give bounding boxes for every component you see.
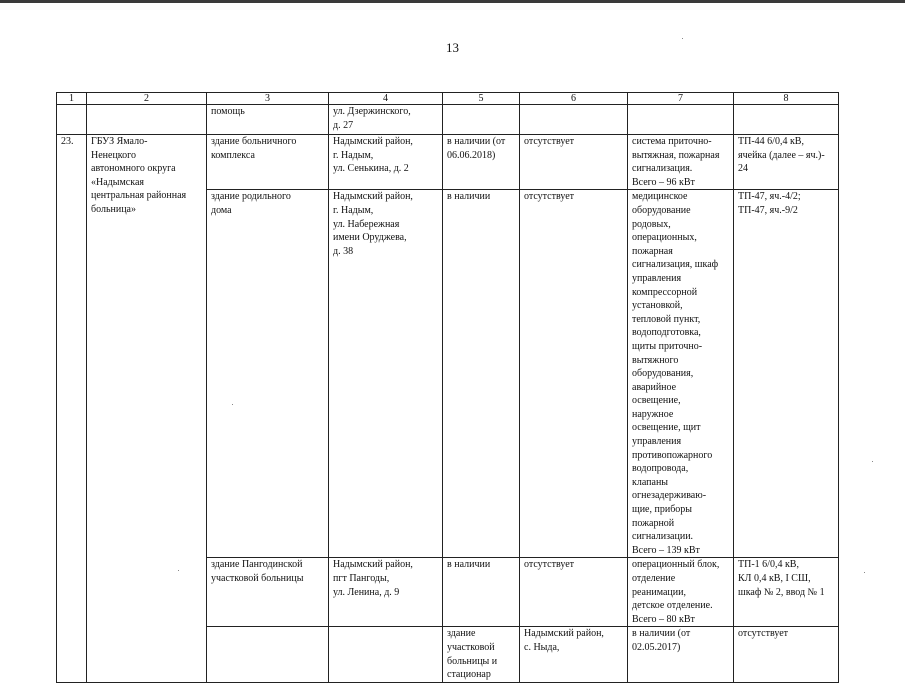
facility-cell: здание родильного дома [207, 190, 329, 558]
status-cell: отсутствует [520, 558, 628, 627]
header-cell: 7 [628, 93, 734, 105]
availability-cell [443, 105, 520, 135]
facility-cell: здание Пангодинской участковой больницы [207, 558, 329, 627]
equipment-cell: операционный блок, отделение реанимации, детское отделение. Всего – 80 кВт [628, 558, 734, 627]
row-number-cell [207, 627, 329, 682]
scan-speck [682, 38, 683, 39]
power-source-cell: ТП-1 6/0,4 кВ, КЛ 0,4 кВ, I СШ, шкаф № 2, ввод № 1 [734, 558, 839, 627]
page-number: 13 [446, 40, 459, 55]
table-header-row [57, 93, 839, 105]
availability-cell: в наличии (от 02.05.2017) [628, 627, 734, 682]
availability-cell: в наличии (от 06.06.2018) [443, 135, 520, 190]
header-cell: 1 [57, 93, 87, 105]
address-cell: Надымский район, г. Надым, ул. Набережная имени Оруджева, д. 38 [329, 190, 443, 558]
status-cell: отсутствует [520, 135, 628, 190]
equipment-cell: медицинское оборудование родовых, операционных, пожарная сигнализация, шкаф управления компрессорной установкой, тепловой пункт, водоподготовка, щиты приточно- вытяжного оборудования, аварийное освещение, наружное освещение, щит управления противопожарного водопровода, клапаны огнезадерживаю- щие, приборы пожарной сигнализации. Всего – 139 кВт [628, 190, 734, 558]
scan-speck [178, 570, 179, 571]
facility-cell: помощь [207, 105, 329, 135]
address-cell: Надымский район, г. Надым, ул. Сенькина, д. 2 [329, 135, 443, 190]
table-row [57, 135, 839, 190]
availability-cell: в наличии [443, 190, 520, 558]
status-cell: отсутствует [734, 627, 839, 682]
status-cell [520, 105, 628, 135]
facility-cell: здание участковой больницы и стационар [443, 627, 520, 682]
header-cell: 2 [87, 93, 207, 105]
address-cell: ул. Дзержинского, д. 27 [329, 105, 443, 135]
row-number-cell [57, 105, 87, 135]
organization-cell [87, 105, 207, 135]
power-source-cell: ТП-47, яч.-4/2; ТП-47, яч.-9/2 [734, 190, 839, 558]
equipment-cell: система приточно- вытяжная, пожарная сигнализация. Всего – 96 кВт [628, 135, 734, 190]
header-cell: 8 [734, 93, 839, 105]
address-cell: Надымский район, с. Ныда, [520, 627, 628, 682]
row-number-cell: 23. [57, 135, 87, 683]
status-cell: отсутствует [520, 190, 628, 558]
address-cell: Надымский район, пгт Пангоды, ул. Ленина, д. 9 [329, 558, 443, 627]
table-row [57, 105, 839, 135]
organization-cell [329, 627, 443, 682]
power-source-cell [734, 105, 839, 135]
scan-speck [864, 572, 865, 573]
facility-cell: здание больничного комплекса [207, 135, 329, 190]
scan-speck [232, 404, 233, 405]
organization-cell: ГБУЗ Ямало- Ненецкого автономного округа «Надымская центральная районная больница» [87, 135, 207, 683]
header-cell: 4 [329, 93, 443, 105]
scan-speck [872, 461, 873, 462]
header-cell: 5 [443, 93, 520, 105]
header-cell: 3 [207, 93, 329, 105]
availability-cell: в наличии [443, 558, 520, 627]
power-source-cell: ТП-44 6/0,4 кВ, ячейка (далее – яч.)- 24 [734, 135, 839, 190]
header-cell: 6 [520, 93, 628, 105]
equipment-cell [628, 105, 734, 135]
page-top-edge [0, 0, 905, 3]
document-table [56, 92, 839, 683]
